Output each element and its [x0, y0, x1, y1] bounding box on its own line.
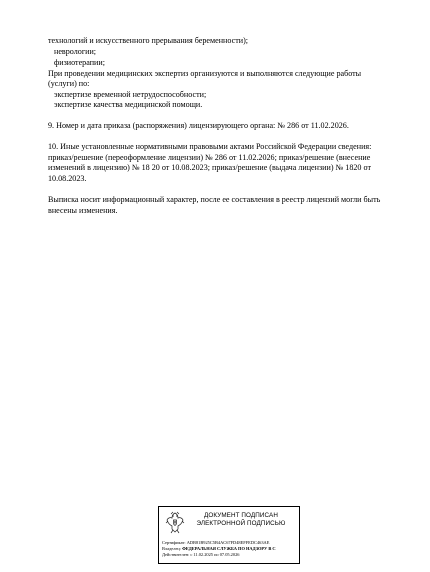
stamp-title-line: ЭЛЕКТРОННОЙ ПОДПИСЬЮ	[196, 519, 286, 527]
owner-value: ФЕДЕРАЛЬНАЯ СЛУЖБА ПО НАДЗОРУ В С	[182, 546, 276, 551]
owner-label: Владелец:	[162, 546, 181, 551]
disclaimer-note	[48, 195, 408, 216]
validity-label: Действителен:	[162, 552, 190, 557]
text-line: экспертизе временной нетрудоспособности;	[54, 90, 207, 99]
text-line: экспертизе качества медицинской помощи.	[54, 100, 203, 109]
stamp-owner	[162, 546, 297, 551]
electronic-signature-stamp	[158, 506, 300, 564]
section-9-text: 9. Номер и дата приказа (распоряжения) лицензирующего органа: № 286 от 11.02.2026.	[48, 121, 349, 130]
section-10-line: изменений в лицензию) № 18 20 от 10.08.2023; приказ/решение (выдача лицензии) № 1820 от	[48, 163, 371, 172]
section-9	[48, 121, 408, 132]
coat-of-arms-icon	[164, 510, 186, 536]
validity-value: с 11.02.2025 по 07.05.2026	[190, 552, 240, 557]
stamp-certificate	[162, 540, 297, 545]
text-line: неврологии;	[54, 47, 97, 56]
text-line: (услуги) по:	[48, 79, 90, 88]
certificate-value: ADB81B925C5B4AC67FD48EFFEDC463AE	[186, 540, 270, 545]
stamp-validity	[162, 552, 297, 557]
text-line: технологий и искусственного прерывания беременности);	[48, 36, 249, 45]
section-10-line: 10. Иные установленные нормативными правовыми актами Российской Федерации сведения:	[48, 142, 372, 151]
text-line: физиотерапии;	[54, 58, 105, 67]
disclaimer-line: внесены изменения.	[48, 205, 118, 215]
section-10-line: 10.08.2023.	[48, 173, 87, 183]
section-10-line: приказ/решение (переоформление лицензии) № 286 от 11.02.2026; приказ/решение (внесение	[48, 152, 371, 162]
section-10	[48, 142, 408, 184]
certificate-label: Сертификат:	[162, 540, 186, 545]
text-line: При проведении медицинских экспертиз организуются и выполняются следующие работы	[48, 69, 362, 78]
stamp-title	[185, 512, 297, 527]
stamp-title-line: ДОКУМЕНТ ПОДПИСАН	[204, 512, 278, 519]
disclaimer-line: Выписка носит информационный характер, после ее составления в реестр лицензий могли быть	[48, 195, 381, 204]
